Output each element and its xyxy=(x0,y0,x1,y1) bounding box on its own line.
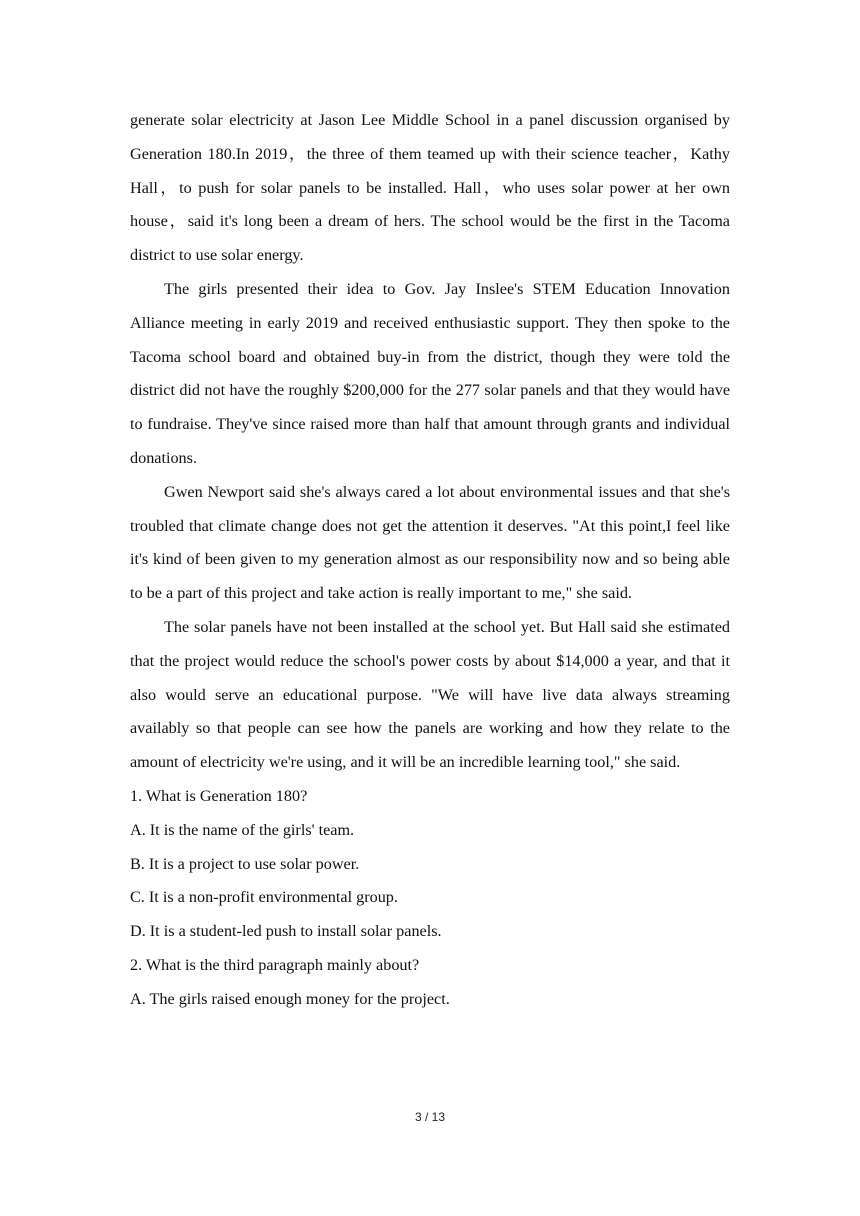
question-2-option-a: A. The girls raised enough money for the project. xyxy=(130,989,450,1008)
paragraph-4: The solar panels have not been installed at the school yet. But Hall said she estimated that the project would reduce the school's power costs by about $14,000 a year, and that it also would serve an educational purpose. "We will have live data always streaming availably so that people can see how the panels are working and how they relate to the amount of electricity we're using, and it will be an incredible learning tool," she said. xyxy=(130,617,730,772)
question-1-stem: 1. What is Generation 180? xyxy=(130,786,308,805)
question-1-option-d: D. It is a student-led push to install solar panels. xyxy=(130,922,442,941)
paragraph-2: The girls presented their idea to Gov. Jay Inslee's STEM Education Innovation Alliance meeting in early 2019 and received enthusiastic support. They then spoke to the Tacoma school board and obtained buy-in from the district, though they were told the district did not have the roughly $200,000 for the 277 solar panels and that they would have to fundraise. They've since raised more than half that amount through grants and individual donations. xyxy=(130,279,730,467)
page-number: 3 / 13 xyxy=(414,1110,446,1124)
question-1-option-b: B. It is a project to use solar power. xyxy=(130,854,360,873)
question-1-option-a: A. It is the name of the girls' team. xyxy=(130,820,355,839)
paragraph-3: Gwen Newport said she's always cared a lot about environmental issues and that she's troubled that climate change does not get the attention it deserves. "At this point,I feel like it's kind of been given to my generation almost as our responsibility now and so being able to be a part of this project and take action is really important to me," she said. xyxy=(130,482,730,603)
question-1-option-c: C. It is a non-profit environmental group. xyxy=(130,888,398,907)
document-page xyxy=(130,104,730,1017)
paragraph-1: generate solar electricity at Jason Lee Middle School in a panel discussion organised by Generation 180.In 2019，the three of them teamed up with their science teacher，Kathy Hall，to push for solar panels to be installed. Hall，who uses solar power at her own house，said it's long been a dream of hers. The school would be the first in the Tacoma district to use solar energy. xyxy=(130,111,730,265)
question-2 xyxy=(130,949,730,1017)
question-1 xyxy=(130,780,730,949)
question-2-stem: 2. What is the third paragraph mainly about? xyxy=(130,955,420,974)
